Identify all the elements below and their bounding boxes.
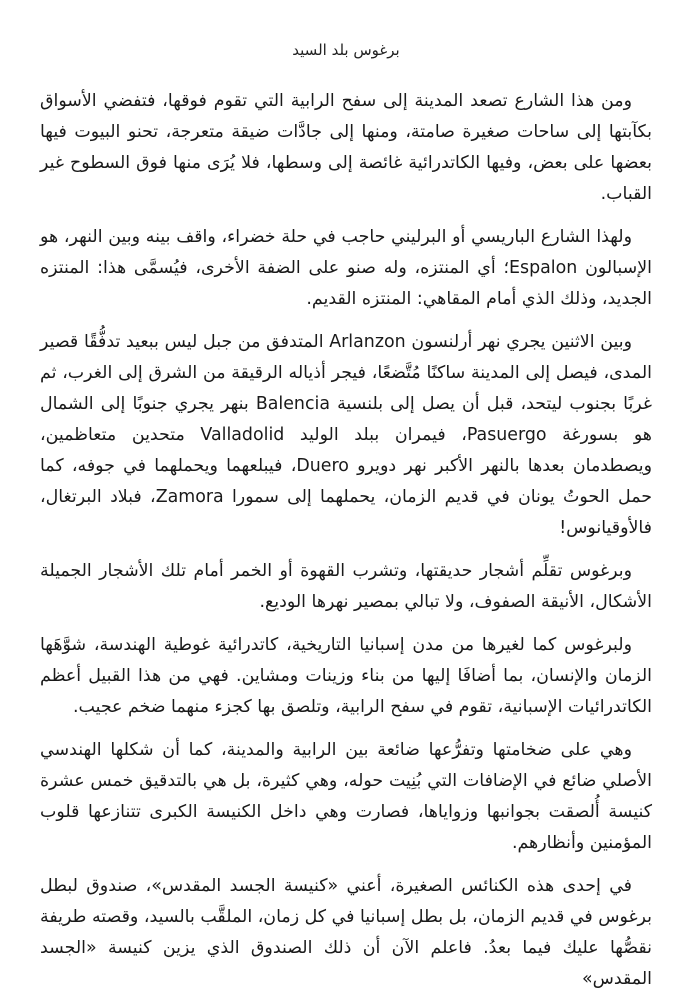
- paragraph-7: في إحدى هذه الكنائس الصغيرة، أعني «كنيسة الجسد المقدس»، صندوق لبطل برغوس في قديم الزمان، بل بطل إسبانيا في كل زمان، الملقَّب بالسيد، وقصته طريفة نقصُّها عليك فيما بعدُ. فاعلم الآن أن ذلك الصندوق الذي يزين كنيسة «الجسد المقدس»: [40, 876, 652, 989]
- paragraph-1: ومن هذا الشارع تصعد المدينة إلى سفح الرابية التي تقوم فوقها، فتفضي الأسواق بكآبتها إلى ساحات صغيرة صامتة، ومنها إلى جادَّات ضيقة متعرجة، تحنو البيوت فيها بعضها على بعض، وفيها الكاتدرائية غائصة إلى وسطها، فلا يُرَى منها فوق السطوح غير القباب.: [40, 91, 652, 204]
- running-head: برغوس بلد السيد: [292, 41, 400, 59]
- paragraph-2: ولهذا الشارع الباريسي أو البرليني حاجب في حلة خضراء، واقف بينه وبين النهر، هو الإسبالون Espalon؛ أي المنتزه، وله صنو على الضفة الأخرى، فيُسمَّى هذا: المنتزه الجديد، وذلك الذي أمام المقاهي: المنتزه القديم.: [40, 227, 652, 309]
- body-text: [40, 86, 652, 995]
- paragraph-3: وبين الاثنين يجري نهر أرلنسون Arlanzon المتدفق من جبل ليس ببعيد تدفُّقًا قصير المدى، فيصل إلى المدينة ساكنًا مُتَّضعًا، فيجر أذياله الرقيقة من الشرق إلى الغرب، ثم غربًا بجنوب ليتحد، قبل أن يصل إلى بلنسية Balencia بنهر يجري جنوبًا إلى الشمال هو بسورغة Pasuergo، فيمران ببلد الوليد Valladolid متحدين متعاظمين، ويصطدمان بعدها بالنهر الأكبر نهر دويرو Duero، فيبلعهما ويحملهما في جوفه، كما حمل الحوتُ يونان في قديم الزمان، يحملهما إلى سمورا Zamora، فبلاد البرتغال، فالأوقيانوس!: [40, 332, 652, 538]
- paragraph-6: وهي على ضخامتها وتفرُّعها ضائعة بين الرابية والمدينة، كما أن شكلها الهندسي الأصلي ضائع في الإضافات التي بُنِيت حوله، وهي كثيرة، بل هي بالتدقيق خمس عشرة كنيسة أُلصقت بجوانبها وزواياها، فصارت وهي داخل الكنيسة الكبرى تتنازعها قلوب المؤمنين وأنظارهم.: [40, 740, 652, 853]
- paragraph-4: وبرغوس تقلِّم أشجار حديقتها، وتشرب القهوة أو الخمر أمام تلك الأشجار الجميلة الأشكال، الأنيقة الصفوف، ولا تبالي بمصير نهرها الوديع.: [40, 561, 652, 612]
- paragraph-5: ولبرغوس كما لغيرها من مدن إسبانيا التاريخية، كاتدرائية غوطية الهندسة، شوَّهَها الزمان والإنسان، بما أضافَا إليها من بناء وزينات ومشاين. فهي من هذا القبيل أعظم الكاتدرائيات الإسبانية، تقوم في سفح الرابية، وتلصق بها كجزء منهما ضخم عجيب.: [40, 635, 652, 717]
